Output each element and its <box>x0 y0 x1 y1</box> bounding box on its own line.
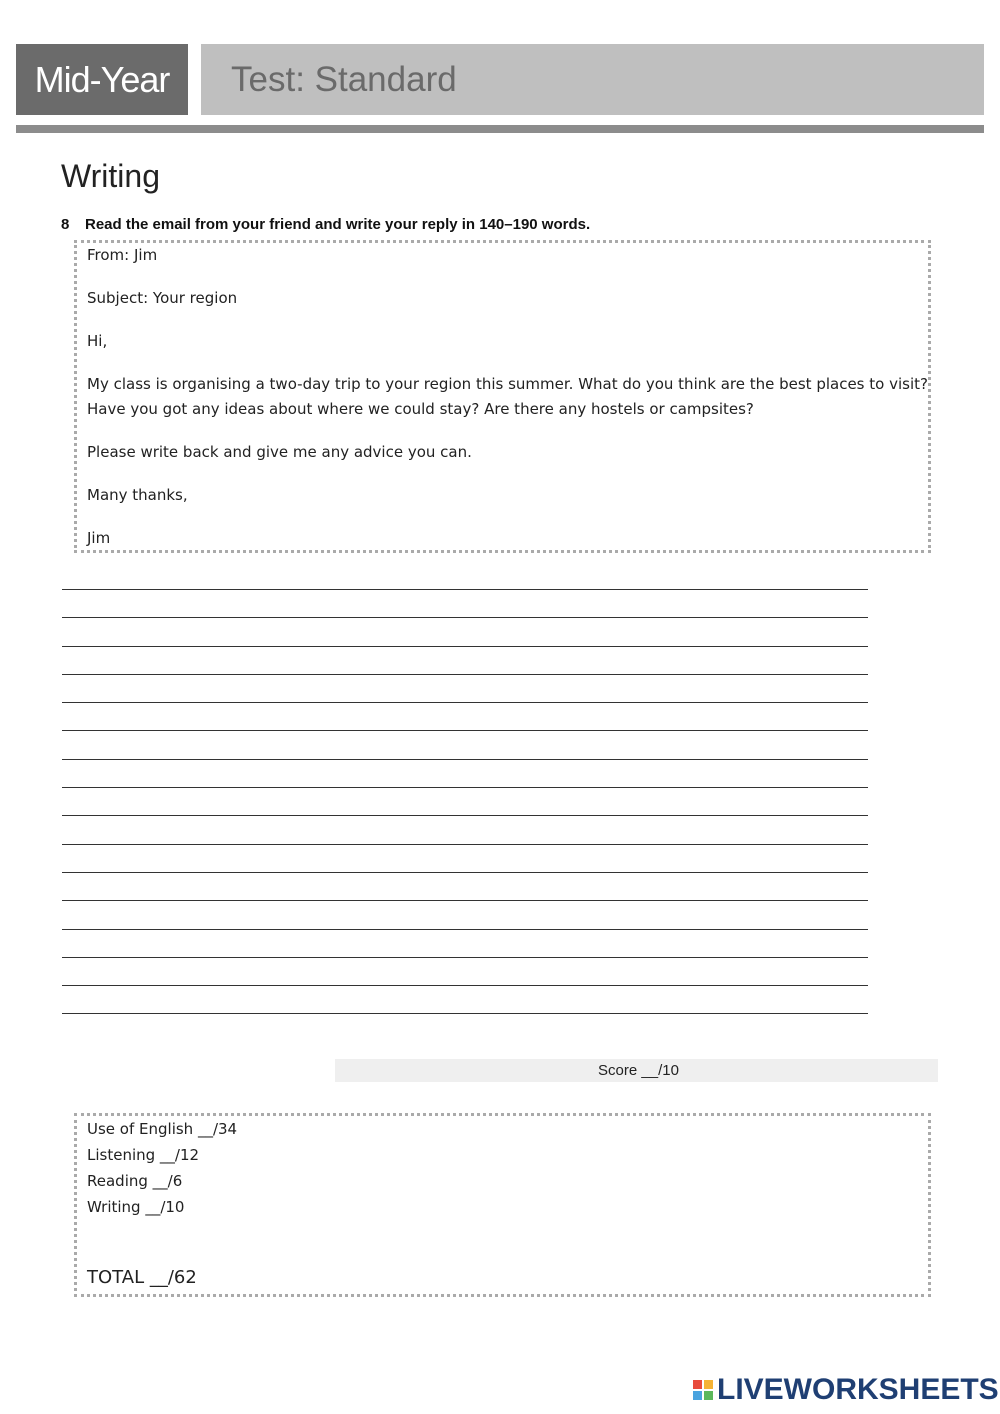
answer-line[interactable] <box>62 815 868 843</box>
liveworksheets-brand <box>693 1374 999 1406</box>
totals-box <box>74 1113 931 1297</box>
answer-line[interactable] <box>62 985 868 1013</box>
email-request: Please write back and give me any advice you can. <box>87 443 472 461</box>
email-closing: Many thanks, <box>87 486 188 504</box>
total-reading: Reading __/6 <box>87 1172 183 1190</box>
answer-line[interactable] <box>62 589 868 617</box>
answer-line[interactable] <box>62 900 868 928</box>
email-box <box>74 240 931 553</box>
answer-line[interactable] <box>62 957 868 985</box>
header-divider <box>16 125 984 133</box>
answer-line[interactable] <box>62 674 868 702</box>
email-greeting: Hi, <box>87 332 108 350</box>
email-subject: Subject: Your region <box>87 289 238 307</box>
score-bar <box>335 1059 938 1082</box>
logo-square <box>704 1380 713 1389</box>
score-label: Score __/10 <box>598 1062 679 1079</box>
answer-line[interactable] <box>62 1013 868 1041</box>
answer-line[interactable] <box>62 702 868 730</box>
total-listening: Listening __/12 <box>87 1146 200 1164</box>
answer-line[interactable] <box>62 646 868 674</box>
logo-square <box>693 1380 702 1389</box>
email-body-line-2: Have you got any ideas about where we could stay? Are there any hostels or campsites? <box>87 400 754 418</box>
logo-square <box>704 1391 713 1400</box>
answer-line[interactable] <box>62 872 868 900</box>
brand-name: LIVEWORKSHEETS <box>717 1373 999 1406</box>
answer-writing-area[interactable] <box>62 589 868 1042</box>
answer-line[interactable] <box>62 730 868 758</box>
total-use-of-english: Use of English __/34 <box>87 1120 238 1138</box>
answer-line[interactable] <box>62 759 868 787</box>
header-level-label: Mid-Year <box>16 44 188 115</box>
header-test-label: Test: Standard <box>201 44 984 115</box>
answer-line[interactable] <box>62 929 868 957</box>
total-writing: Writing __/10 <box>87 1198 185 1216</box>
liveworksheets-logo-icon <box>693 1380 713 1400</box>
answer-line[interactable] <box>62 787 868 815</box>
email-signature: Jim <box>87 529 111 547</box>
answer-line[interactable] <box>62 844 868 872</box>
section-title: Writing <box>61 158 160 194</box>
logo-square <box>693 1391 702 1400</box>
question-number: 8 <box>61 216 70 233</box>
total-overall: TOTAL __/62 <box>87 1267 197 1288</box>
answer-line[interactable] <box>62 617 868 645</box>
question-instruction: Read the email from your friend and write your reply in 140–190 words. <box>85 216 591 233</box>
email-from: From: Jim <box>87 246 158 264</box>
email-body-line-1: My class is organising a two-day trip to your region this summer. What do you think are the best places to visit? <box>87 375 928 393</box>
